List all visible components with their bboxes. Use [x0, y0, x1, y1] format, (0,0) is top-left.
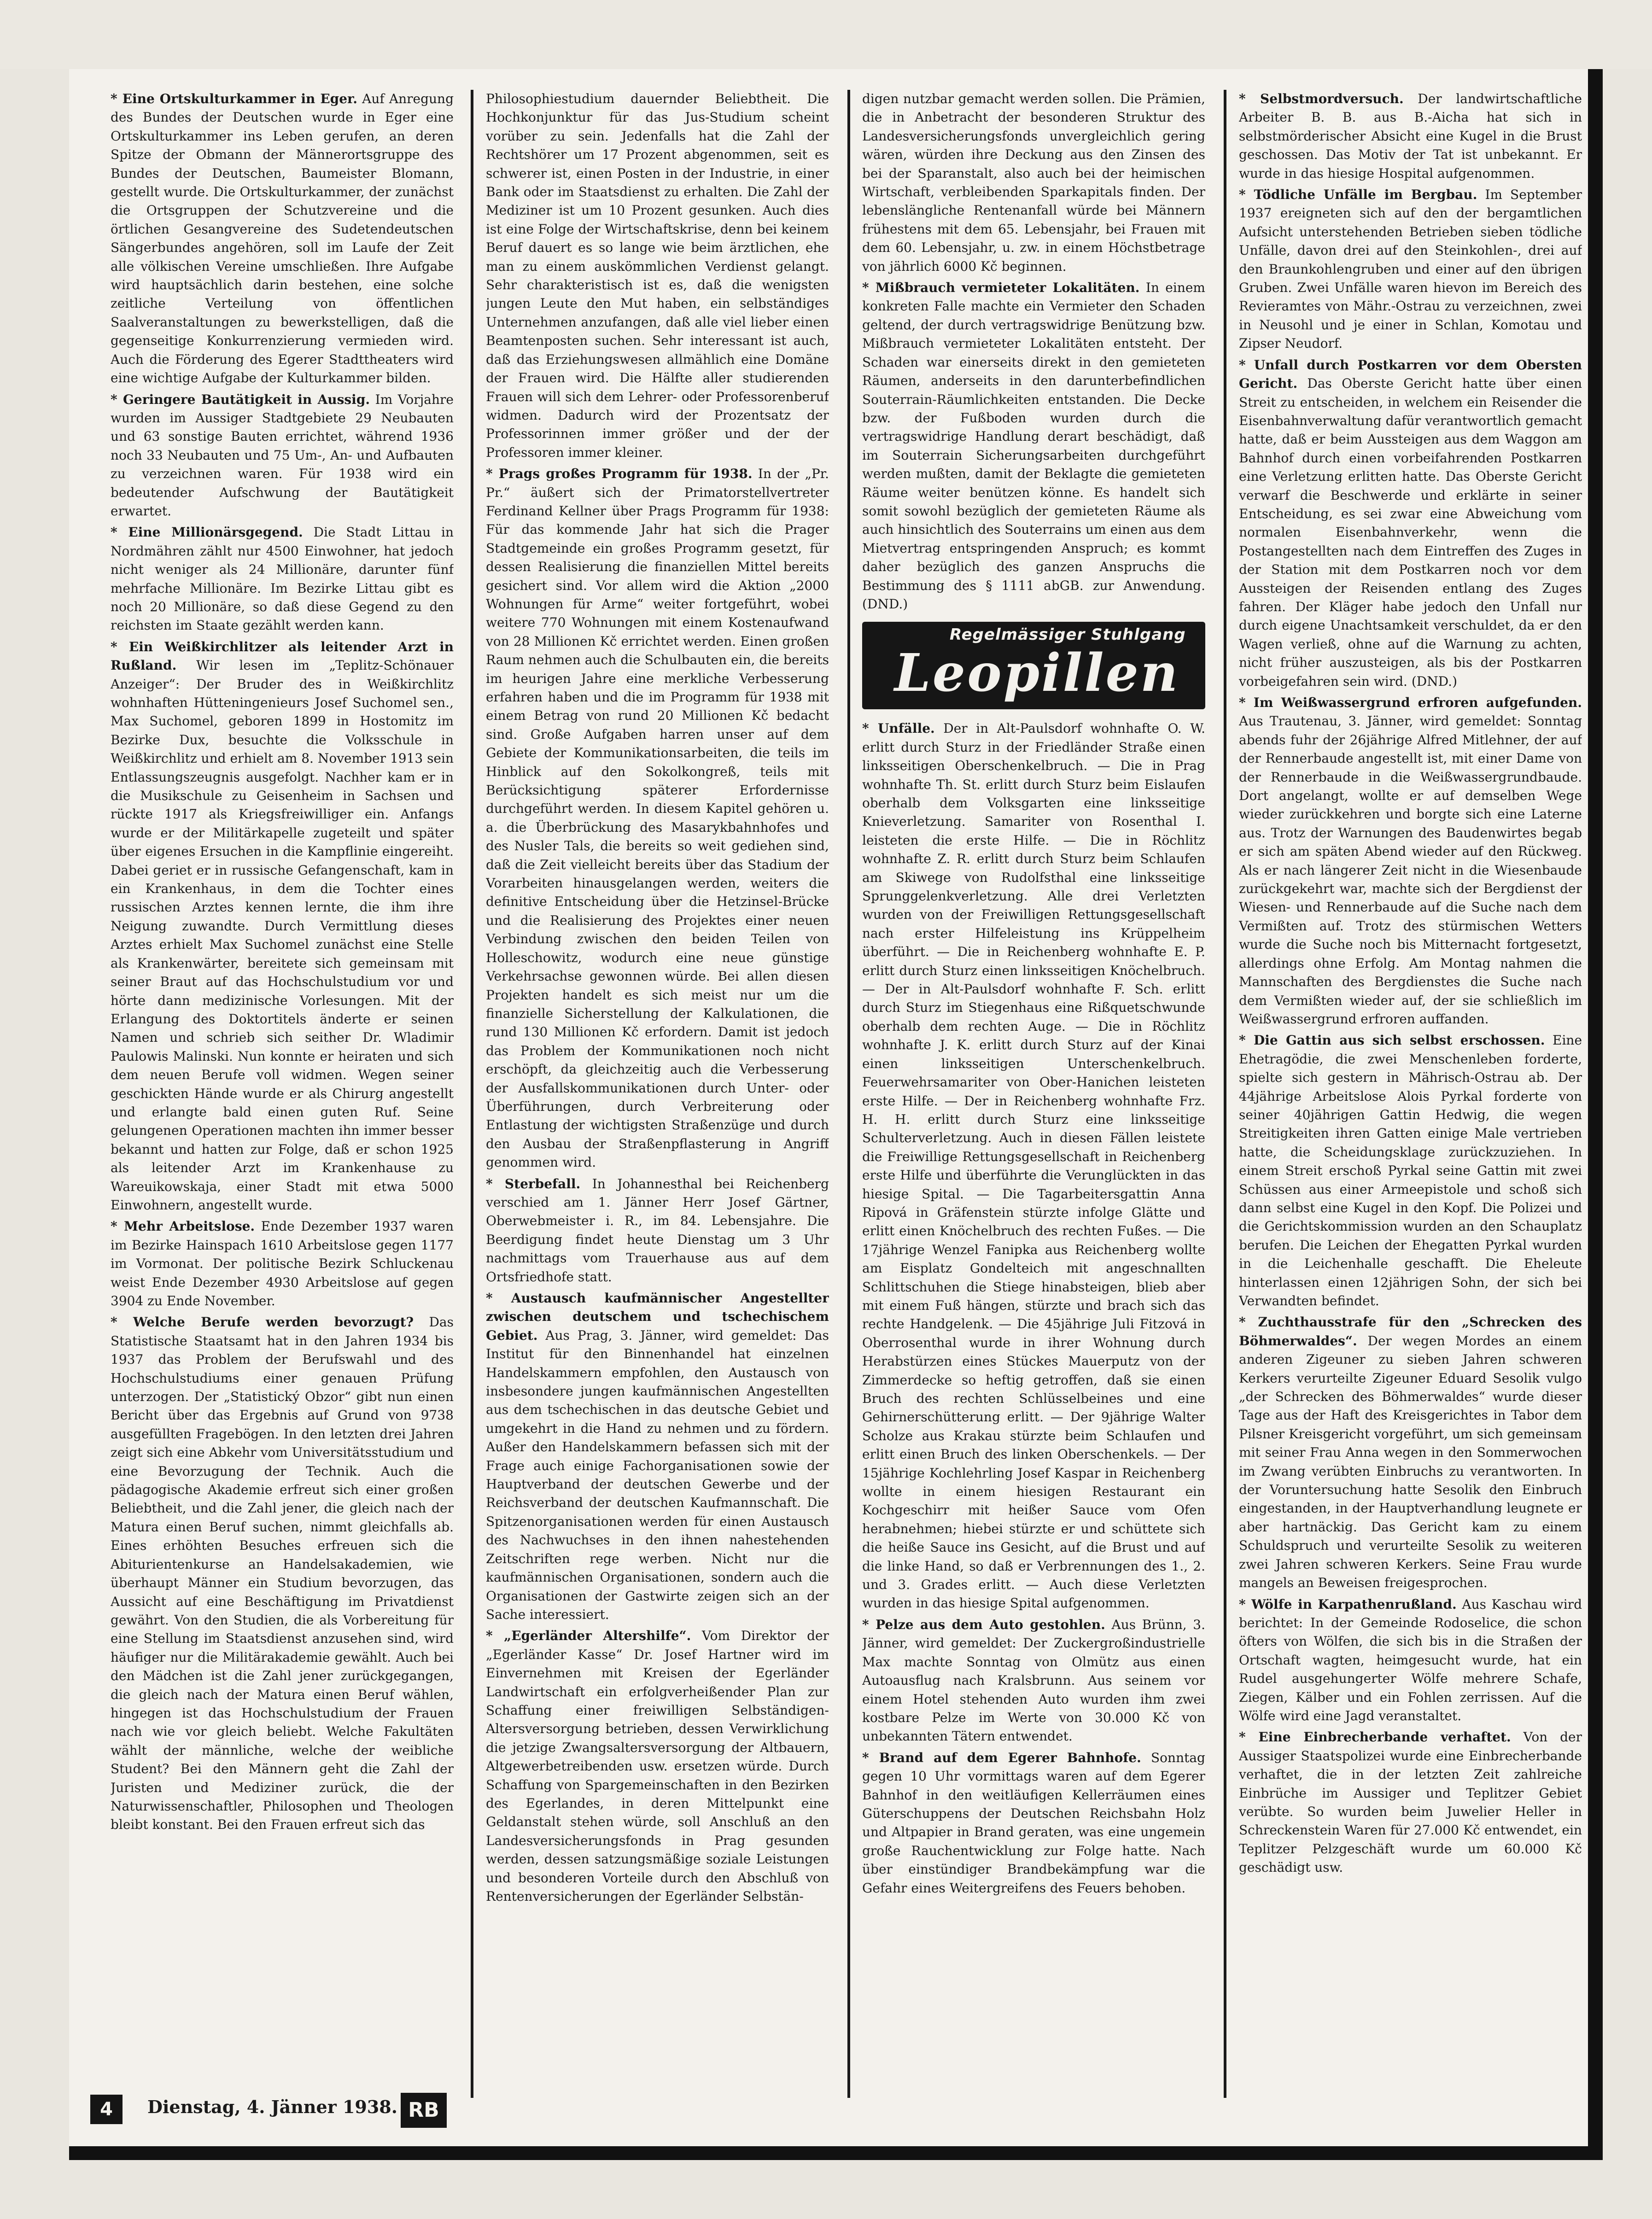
article — [111, 523, 454, 635]
article-body: Ende Dezember 1937 waren im Bezirke Hainspach 1610 Arbeitslose gegen 1177 im Vormonat. Der politische Bezirk Schluckenau weist Ende Dezember 4930 Arbeitslose auf gegen 3904 zu Ende November. — [111, 1219, 454, 1308]
article — [1239, 1728, 1582, 1877]
article-body: Aus Trautenau, 3. Jänner, wird gemeldet: Sonntag abends fuhr der 26jährige Alfred Mitlehner, der auf der Rennerbaude angestellt ist, mit einer Dame von der Rennerbaude in die Weißwassergrundbaude. Dort angelangt, wollte er auf demselben Wege wieder zurückkehren und borgte sich eine Laterne aus. Trotz der Warnungen des Baudenwirtes begab er sich am späten Abend wieder auf den Rückweg. Als er nach längerer Zeit nicht in die Wiesenbaude zurückgekehrt war, machte sich der Bergdienst der Wiesen- und Rennerbaude auf die Suche nach dem Vermißten auf. Trotz des stürmischen Wetters wurde die Suche noch bis Mitternacht fortgesetzt, allerdings ohne Erfolg. Am Montag nahmen die Mannschaften des Bergdienstes die Suche nach dem Vermißten wieder auf, der sie schließlich im Weißwassergrund erfroren auffanden. — [1239, 713, 1582, 1027]
column-1 — [111, 90, 454, 2024]
column-rule — [847, 90, 850, 2098]
article-body: Der in Alt-Paulsdorf wohnhafte O. W. erlitt durch Sturz in der Friedländer Straße einen linksseitigen Oberschenkelbruch. — Die in Prag wohnhafte Th. St. erlitt durch Sturz beim Eislaufen oberhalb dem Volksgarten eine linksseitige Knieverletzung. Samariter von Rosenthal I. leisteten die erste Hilfe. — Die in Röchlitz wohnhafte Z. R. erlitt durch Sturz beim Schlaufen am Skiwege von Rudolfsthal eine linksseitige Sprunggelenkverletzung. Alle drei Verletzten wurden von der Freiwilligen Rettungsgesellschaft nach erster Hilfeleistung ins Krüppelheim überführt. — Die in Reichenberg wohnhafte E. P. erlitt durch Sturz einen linksseitigen Knöchelbruch. — Der in Alt-Paulsdorf wohnhafte F. Sch. erlitt durch Sturz im Stiegenhaus eine Rißquetschwunde oberhalb dem rechten Auge. — Die in Röchlitz wohnhafte J. K. erlitt durch Sturz auf der Kinai einen linksseitigen Unterschenkelbruch. Feuerwehrsamariter von Ober-Hanichen leisteten erste Hilfe. — Der in Reichenberg wohnhafte Frz. H. H. erlitt durch Sturz eine linksseitige Schulterverletzung. Auch in diesen Fällen leistete die Freiwillige Rettungsgesellschaft in Reichenberg erste Hilfe und überführte die Verunglückten in das hiesige Spital. — Die Tagarbeitersgattin Anna Ripová in Gräfenstein stürzte infolge Glätte und erlitt einen Knöchelbruch des rechten Fußes. — Die 17jährige Wenzel Fanipka aus Reichenberg wollte am Eisplatz Gondelteich mit angeschnallten Schlittschuhen die Stiege hinabsteigen, blieb aber mit einem Fuß hängen, stürzte und brach sich das rechte Handgelenk. — Die 45jährige Juli Fitzová in Oberrosenthal wurde in ihrer Wohnung durch Herabstürzen eines Stückes Mauerputz von der Zimmerdecke so heftig getroffen, daß sie einen Bruch des rechten Schlüsselbeines und eine Gehirnerschütterung erlitt. — Der 9jährige Walter Scholze aus Krakau stürzte beim Schlaufen und erlitt einen Bruch des linken Oberschenkels. — Der 15jährige Kochlehrling Josef Kaspar in Reichenberg wollte in einem hiesigen Restaurant ein Kochgeschirr mit heißer Sauce vom Ofen herabnehmen; hiebei stürzte er und schüttete sich die heiße Sauce ins Gesicht, auf die Brust und auf die linke Hand, so daß er Verbrennungen des 1., 2. und 3. Grades erlitt. — Auch diese Verletzten wurden in das hiesige Spital aufgenommen. — [862, 721, 1205, 1611]
article — [1239, 90, 1582, 183]
article — [862, 90, 1205, 276]
article-headline: * Austausch kaufmännischer Angestellter zwischen deutschem und tschechischem Gebiet. — [486, 1291, 829, 1343]
article-body: Sonntag gegen 10 Uhr vormittags waren auf dem Egerer Bahnhof in den weitläufigen Kellerräumen eines Güterschuppens der Deutschen Reichsbahn Holz und Altpapier in Brand geraten, was eine ungemein große Rauchentwicklung zur Folge hatte. Nach über einstündiger Brandbekämpfung war die Gefahr eines Weitergreifens des Feuers behoben. — [862, 1750, 1205, 1896]
column-rule — [471, 90, 473, 2098]
column-4 — [1239, 90, 1582, 2024]
leopillen-advertisement — [862, 622, 1205, 709]
article-headline: * Welche Berufe werden bevorzugt? — [111, 1314, 414, 1330]
column-rule — [1224, 90, 1226, 2098]
issue-date: Dienstag, 4. Jänner 1938. — [147, 2096, 397, 2117]
article-body: Aus Brünn, 3. Jänner, wird gemeldet: Der Zuckergroßindustrielle Max machte Sonntag von Olmütz aus einen Autoausflug nach Kralsbrunn. Aus seinem vor einem Hotel stehenden Auto wurden ihm zwei kostbare Pelze im Werte von 30.000 Kč von unbekannten Tätern entwendet. — [862, 1617, 1205, 1744]
article — [1239, 356, 1582, 691]
article-headline: * Zuchthausstrafe für den „Schrecken des Böhmerwaldes“. — [1239, 1314, 1582, 1349]
ad-tagline: Regelmässiger Stuhlgang — [950, 625, 1186, 644]
article-headline: * Mehr Arbeitslose. — [111, 1219, 255, 1234]
article-headline: * Selbstmordversuch. — [1239, 91, 1404, 106]
article — [111, 90, 454, 388]
article — [111, 1313, 454, 1834]
article-headline: * Sterbefall. — [486, 1176, 581, 1191]
article-headline: * Im Weißwassergrund erfroren aufgefunden. — [1239, 695, 1582, 710]
article-headline: * Eine Ortskulturkammer in Eger. — [111, 91, 357, 106]
article-body: digen nutzbar gemacht werden sollen. Die Prämien, die in Anbetracht der besonderen Struktur des Landesversicherungsfonds unvergleichlich gering wären, würden ihre Deckung aus den Zinsen des bei der Sparanstalt, also auch bei der heimischen Wirtschaft, verbleibenden Sparkapitals finden. Der lebenslängliche Rentenanfall würde bei Männern frühestens mit dem 65. Lebensjahr, bei Frauen mit dem 60. Lebensjahr, u. zw. in einem Höchstbetrage von jährlich 6000 Kč beginnen. — [862, 91, 1205, 274]
article — [1239, 694, 1582, 1028]
column-3 — [862, 90, 1205, 2024]
ad-brand: Leopillen — [894, 643, 1180, 704]
article-body: Philosophiestudium dauernder Beliebtheit. Die Hochkonjunktur für das Jus-Studium scheint vorüber zu sein. Jedenfalls hat die Zahl der Rechtshörer um 17 Prozent abgenommen, seit es schwerer ist, einen Posten in der Industrie, in einer Bank oder im Staatsdienst zu erhalten. Die Zahl der Mediziner ist um 10 Prozent gesunken. Auch dies ist eine Folge der Wirtschaftskrise, denn bei keinem Beruf dauert es so lange wie beim ärztlichen, ehe man zu einem auskömmlichen Verdienst gelangt. Sehr charakteristisch ist es, daß die wenigsten jungen Leute den Mut haben, ein selbständiges Unternehmen anzufangen, daß alle viel lieber einen Beamtenposten suchen. Sehr interessant ist auch, daß das Erziehungswesen allmählich eine Domäne der Frauen wird. Die Hälfte aller studierenden Frauen will sich dem Lehrer- oder Professorenberuf widmen. Dadurch wird der Prozentsatz der Professorinnen immer größer und der der Professoren immer kleiner. — [486, 91, 829, 460]
article — [862, 719, 1205, 1613]
article — [486, 1289, 829, 1624]
article-headline: * Eine Millionärsgegend. — [111, 525, 303, 540]
article — [486, 1175, 829, 1286]
article — [862, 279, 1205, 613]
article-headline: * Tödliche Unfälle im Bergbau. — [1239, 187, 1477, 203]
article-headline: * Die Gattin aus sich selbst erschossen. — [1239, 1033, 1545, 1048]
article-headline: * „Egerländer Altershilfe“. — [486, 1628, 691, 1644]
article-headline: * Unfall durch Postkarren vor dem Obersten Gericht. — [1239, 357, 1582, 391]
article-body: Vom Direktor der „Egerländer Kasse“ Dr. Josef Hartner wird im Einvernehmen mit Kreisen der Egerländer Landwirtschaft ein erfolgverheißender Plan zur Schaffung einer freiwilligen Selbständigen-Altersversorgung betrieben, dessen Verwirklichung die jetzige Zwangsaltersversorgung der Altbauern, Altgewerbetreibenden usw. ersetzen würde. Durch Schaffung von Spargemeinschaften in den Bezirken des Egerlandes, in deren Mittelpunkt eine Geldanstalt stehen würde, soll Anschluß an den Landesversicherungsfonds in Prag gesunden werden, dessen satzungsmäßige soziale Leistungen und besonderen Vorteile durch den Abschluß von Rentenversicherungen der Egerländer Selbstän- — [486, 1628, 829, 1904]
article-body: In einem konkreten Falle machte ein Vermieter den Schaden geltend, der durch vertragswidrige Benützung bzw. Mißbrauch vermieteter Lokalitäten entsteht. Der Schaden war einerseits direkt in den gemieteten Räumen, anderseits in den darunterbefindlichen Souterrain-Räumlichkeiten entstanden. Die Decke bzw. der Fußboden wurden durch die vertragswidrige Handlung derart beschädigt, daß im Souterrain Sicherungsarbeiten durchgeführt werden mußten, damit der Beklagte die gemieteten Räume weiter benützen könne. Es handelt sich somit sowohl bezüglich der gemieteten Räume als auch hinsichtlich des Souterrains um einen aus dem Mietvertrag entspringenden Anspruch; es kommt daher bezüglich des ganzen Anspruchs die Bestimmung des § 1111 abGB. zur Anwendung. (DND.) — [862, 280, 1205, 612]
article-headline: * Prags großes Programm für 1938. — [486, 466, 753, 482]
article-body: In der „Pr. Pr.“ äußert sich der Primatorstellvertreter Ferdinand Kellner über Prags Programm für 1938: Für das kommende Jahr hat sich die Prager Stadtgemeinde ein großes Programm gesetzt, für dessen Realisierung die finanziellen Mittel bereits gesichert sind. Vor allem wird die Aktion „2000 Wohnungen für Arme“ weiter fortgeführt, wobei weitere 770 Wohnungen mit einem Kostenaufwand von 28 Millionen Kč errichtet werden. Einen großen Raum nehmen auch die Schulbauten ein, die bereits im heurigen Jahre eine merkliche Verbesserung erfahren haben und die im Programm für 1938 mit einem Betrag von rund 20 Millionen Kč bedacht sind. Große Aufgaben harren unser auf dem Gebiete der Kommunikationsarbeiten, die teils im Hinblick auf den Sokolkongreß, teils mit Berücksichtigung späterer Erfordernisse durchgeführt werden. In diesem Kapitel gehören u. a. die Überbrückung des Masarykbahnhofes und des Nusler Tals, die bereits so weit gediehen sind, daß die Zeit vielleicht bereits über das Stadium der Vorarbeiten hinausgelangen werden, weiters die definitive Entscheidung über die Hetzinsel-Brücke und die Realisierung des Projektes einer neuen Verbindung zwischen den beiden Teilen von Holleschowitz, wodurch eine neue günstige Verkehrsachse gewonnen würde. Bei allen diesen Projekten handelt es sich meist nur um die finanzielle Sicherstellung der Kalkulationen, die rund 130 Millionen Kč erfordern. Damit ist jedoch das Problem der Kommunikationen noch nicht erschöpft, da gleichzeitig auch die Verbesserung der Ausfallskommunikationen durch Unter- oder Überführungen, durch Verbreiterung oder Entlastung der wichtigsten Straßenzüge und durch den Ausbau der Straßenpflasterung in Angriff genommen wird. — [486, 466, 829, 1170]
article-headline: * Brand auf dem Egerer Bahnhofe. — [862, 1750, 1141, 1765]
article-headline: * Unfälle. — [862, 721, 935, 736]
article-headline: * Pelze aus dem Auto gestohlen. — [862, 1617, 1105, 1632]
page-number: 4 — [90, 2095, 123, 2124]
article — [1239, 186, 1582, 353]
article — [862, 1616, 1205, 1746]
article — [486, 90, 829, 462]
page-footer — [69, 2086, 824, 2137]
newspaper-page — [69, 69, 1603, 2160]
article-body: Die Stadt Littau in Nordmähren zählt nur 4500 Einwohner, hat jedoch nicht weniger als 24 Millionäre, darunter fünf mehrfache Millionäre. Im Bezirke Littau gibt es noch 20 Millionäre, so daß diese Gegend zu den reichsten im Staate gezählt werden kann. — [111, 525, 454, 633]
article-headline: * Geringere Bautätigkeit in Aussig. — [111, 391, 370, 407]
column-2 — [486, 90, 829, 2024]
article — [111, 1217, 454, 1310]
article-body: Von der Aussiger Staatspolizei wurde eine Einbrecherbande verhaftet, die in der letzten Zeit zahlreiche Einbrüche im Aussiger und Teplitzer Gebiet verübte. So wurden beim Juwelier Heller in Schreckenstein Waren für 27.000 Kč entwendet, ein Teplitzer Pelzgeschäft wurde um 60.000 Kč geschädigt usw. — [1239, 1729, 1582, 1875]
article-headline: * Wölfe in Karpathenrußland. — [1239, 1596, 1457, 1612]
article-body: Wir lesen im „Teplitz-Schönauer Anzeiger“: Der Bruder des in Weißkirchlitz wohnhaften Hütteningenieurs Josef Suchomel sen., Max Suchomel, geboren 1899 in Hostomitz im Bezirke Dux, besuchte die Volksschule in Weißkirchlitz und erhielt am 8. November 1913 sein Entlassungszeugnis ausgefolgt. Nachher kam er in die Musikschule zu Geisenheim in Sachsen und rückte 1917 als Kriegsfreiwilliger ein. Anfangs wurde er der Militärkapelle zugeteilt und später über eigenes Ersuchen in die Kampflinie eingereiht. Dabei geriet er in russische Gefangenschaft, kam in ein Krankenhaus, in dem die Tochter eines russischen Arztes kennen lernte, die ihm ihre Neigung zuwandte. Durch Vermittlung dieses Arztes erhielt Max Suchomel zunächst eine Stelle als Krankenwärter, bereitete sich gemeinsam mit seiner Braut auf das Hochschulstudium vor und hörte dann medizinische Vorlesungen. Mit der Erlangung des Doktortitels änderte er seinen Namen und schrieb sich seither Dr. Wladimir Paulowis Malinski. Nun konnte er heiraten und sich dem neuen Berufe voll widmen. Wegen seiner geschickten Hände wurde er als Chirurg angestellt und erlangte bald einen guten Ruf. Seine gelungenen Operationen machten ihn immer besser bekannt und hatten zur Folge, daß er schon 1925 als leitender Arzt im Krankenhause zu Wareuikowskaja, einer Stadt mit etwa 5000 Einwohnern, angestellt wurde. — [111, 658, 454, 1213]
article — [111, 638, 454, 1215]
article — [1239, 1313, 1582, 1592]
publisher-logo: RB — [401, 2093, 447, 2128]
article-body: In Johannesthal bei Reichenberg verschied am 1. Jänner Herr Josef Gärtner, Oberwebmeister i. R., im 84. Lebensjahre. Die Beerdigung findet heute Dienstag um 3 Uhr nachmittags vom Trauerhause aus auf dem Ortsfriedhofe statt. — [486, 1176, 829, 1285]
scan-margin-top — [0, 0, 1652, 69]
article-body: Aus Prag, 3. Jänner, wird gemeldet: Das Institut für den Binnenhandel hat einzelnen Handelskammern empfohlen, den Austausch von insbesondere jungen kaufmännischen Angestellten aus dem tschechischen in das deutsche Gebiet und umgekehrt in die Hand zu nehmen und zu fördern. Außer den Handelskammern befassen sich mit der Frage auch einige Fachorganisationen sowie der Hauptverband der deutschen Gewerbe und der Reichsverband der deutschen Kaufmannschaft. Die Spitzenorganisationen werden für einen Austausch des Nachwuchses in den ihnen nahestehenden Zeitschriften rege werben. Nicht nur die kaufmännischen Organisationen, sondern auch die Organisationen der Gastwirte zeigen sich an der Sache interessiert. — [486, 1327, 829, 1622]
article-body: Aus Kaschau wird berichtet: In der Gemeinde Rodoselice, die schon öfters von Wölfen, die sich bis in die Straßen der Ortschaft wagten, heimgesucht wurde, hat ein Rudel ausgehungerter Wölfe mehrere Schafe, Ziegen, Kälber und ein Fohlen zerrissen. Auf die Wölfe wird eine Jagd veranstaltet. — [1239, 1596, 1582, 1723]
article-body: Das Oberste Gericht hatte über einen Streit zu entscheiden, in welchem ein Reisender die Eisenbahnverwaltung dafür verantwortlich gemacht hatte, daß er beim Aussteigen aus dem Waggon am Bahnhof durch einen vorbeifahrenden Postkarren eine Verletzung erlitten hatte. Das Oberste Gericht verwarf die Beschwerde und erklärte in seiner Entscheidung, es sei zwar eine Abweichung vom normalen Eisenbahnverkehr, wenn die Postangestellten nach dem Eintreffen des Zuges in der Station mit dem Postkarren noch vor dem Aussteigen der Reisenden entlang des Zuges fahren. Der Kläger habe jedoch den Unfall nur durch eigene Unachtsamkeit verschuldet, da er den Wagen verließ, ohne auf die Warnung zu achten, nicht früher auszusteigen, als bis der Postkarren vorbeigefahren sein wird. (DND.) — [1239, 376, 1582, 689]
article-body: Das Statistische Staatsamt hat in den Jahren 1934 bis 1937 das Problem der Berufswahl und des Hochschulstudiums einer genauen Prüfung unterzogen. Der „Statistický Obzor“ gibt nun einen Bericht über das Ergebnis auf Grund von 9738 ausgefüllten Fragebögen. In den letzten drei Jahren zeigt sich eine Abkehr vom Universitätsstudium und eine Bevorzugung der Technik. Auch die pädagogische Akademie erfreut sich einer großen Beliebtheit, und die Zahl jener, die gleich nach der Matura einen Beruf suchen, nimmt gleichfalls ab. Eines erhöhten Besuches erfreuen sich die Abiturientenkurse an Handelsakademien, wie überhaupt Männer ein Studium bevorzugen, das Aussicht auf eine Beschäftigung im Privatdienst gewährt. Von den Studien, die als Vorbereitung für eine Stellung im Staatsdienst anzusehen sind, wird häufiger nur die Militärakademie gewählt. Auch bei den Mädchen ist die Zahl jener zurückgegangen, die gleich nach der Matura einen Beruf wählen, hingegen ist das Hochschulstudium der Frauen nach wie vor gleich beliebt. Welche Fakultäten wählt der männliche, welche der weibliche Student? Bei den Männern geht die Zahl der Juristen und Mediziner zurück, die der Naturwissenschaftler, Philosophen und Theologen bleibt konstant. Bei den Frauen erfreut sich das — [111, 1314, 454, 1833]
article-body: Der wegen Mordes an einem anderen Zigeuner zu sieben Jahren schweren Kerkers verurteilte Zigeuner Eduard Sesolik vulgo „der Schrecken des Böhmerwaldes“ wurde dieser Tage aus der Haft des Kreisgerichtes in Tabor dem Pilsner Kreisgericht vorgeführt, um sich gemeinsam mit seiner Frau Anna wegen in den Sommerwochen im Zwang verübten Einbruchs zu verantworten. In der Voruntersuchung hatte Sesolik den Einbruch eingestanden, in der Hauptverhandlung leugnete er aber hartnäckig. Das Gericht kam zu einem Schuldspruch und verurteilte Sesolik zu weiteren zwei Jahren schweren Kerkers. Seine Frau wurde mangels an Beweisen freigesprochen. — [1239, 1333, 1582, 1591]
article — [862, 1749, 1205, 1898]
article-headline: * Ein Weißkirchlitzer als leitender Arzt in Rußland. — [111, 639, 454, 673]
article — [1239, 1595, 1582, 1726]
article-body: Der landwirtschaftliche Arbeiter B. B. aus B.-Aicha hat sich in selbstmörderischer Absicht eine Kugel in die Brust geschossen. Das Motiv der Tat ist unbekannt. Er wurde in das hiesige Hospital aufgenommen. — [1239, 91, 1582, 181]
article-body: Im September 1937 ereigneten sich auf den der bergamtlichen Aufsicht unterstehenden Betrieben sieben tödliche Unfälle, davon drei auf den Steinkohlen-, drei auf den Braunkohlengruben und einer auf den übrigen Gruben. Zwei Unfälle waren hievon im Bereich des Revieramtes von Mähr.-Ostrau zu verzeichnen, zwei in Neusohl und je einer in Schlan, Komotau und Zipser Neudorf. — [1239, 187, 1582, 351]
article-body: Eine Ehetragödie, die zwei Menschenleben forderte, spielte sich gestern in Mährisch-Ostrau ab. Der 44jährige Arbeitslose Alois Pyrkal forderte von seiner 40jährigen Gattin Hedwig, die wegen Streitigkeiten ihren Gatten einige Male vertrieben hatte, die Scheidungsklage zurückzuziehen. In einem Streit erschoß Pyrkal seine Gattin mit zwei Schüssen aus einer Armeepistole und schoß sich dann selbst eine Kugel in den Kopf. Die Polizei und die Gerichtskommission wurden an den Schauplatz berufen. Die Leichen der Ehegatten Pyrkal wurden in die Leichenhalle geschafft. Die Eheleute hinterlassen einen 12jährigen Sohn, der sich bei Verwandten befindet. — [1239, 1033, 1582, 1308]
article-headline: * Eine Einbrecherbande verhaftet. — [1239, 1729, 1511, 1745]
article — [1239, 1031, 1582, 1310]
article — [486, 465, 829, 1172]
article — [111, 391, 454, 521]
article-body: Auf Anregung des Bundes der Deutschen wurde in Eger eine Ortskulturkammer ins Leben gerufen, an deren Spitze der Obmann der Männerortsgruppe des Bundes der Deutschen, Baumeister Blomann, gestellt wurde. Die Ortskulturkammer, der zunächst die Ortsgruppen der Schutzvereine und die örtlichen Gesangvereine des Sudetendeutschen Sängerbundes angehören, soll im Laufe der Zeit alle völkischen Vereine umschließen. Ihre Aufgabe wird hauptsächlich darin bestehen, eine solche zeitliche Verteilung von öffentlichen Saalveranstaltungen zu bewerkstelligen, daß die gegenseitige Konkurrenzierung vermieden wird. Auch die Förderung des Egerer Stadttheaters wird eine wichtige Aufgabe der Kulturkammer bilden. — [111, 91, 454, 386]
article-body: Im Vorjahre wurden im Aussiger Stadtgebiete 29 Neubauten und 63 sonstige Bauten errichtet, während 1936 noch 33 Neubauten und 75 Um-, An- und Aufbauten zu verzeichnen waren. Für 1938 wird ein bedeutender Aufschwung der Bautätigkeit erwartet. — [111, 391, 454, 519]
article-headline: * Mißbrauch vermieteter Lokalitäten. — [862, 280, 1140, 296]
article — [486, 1627, 829, 1906]
